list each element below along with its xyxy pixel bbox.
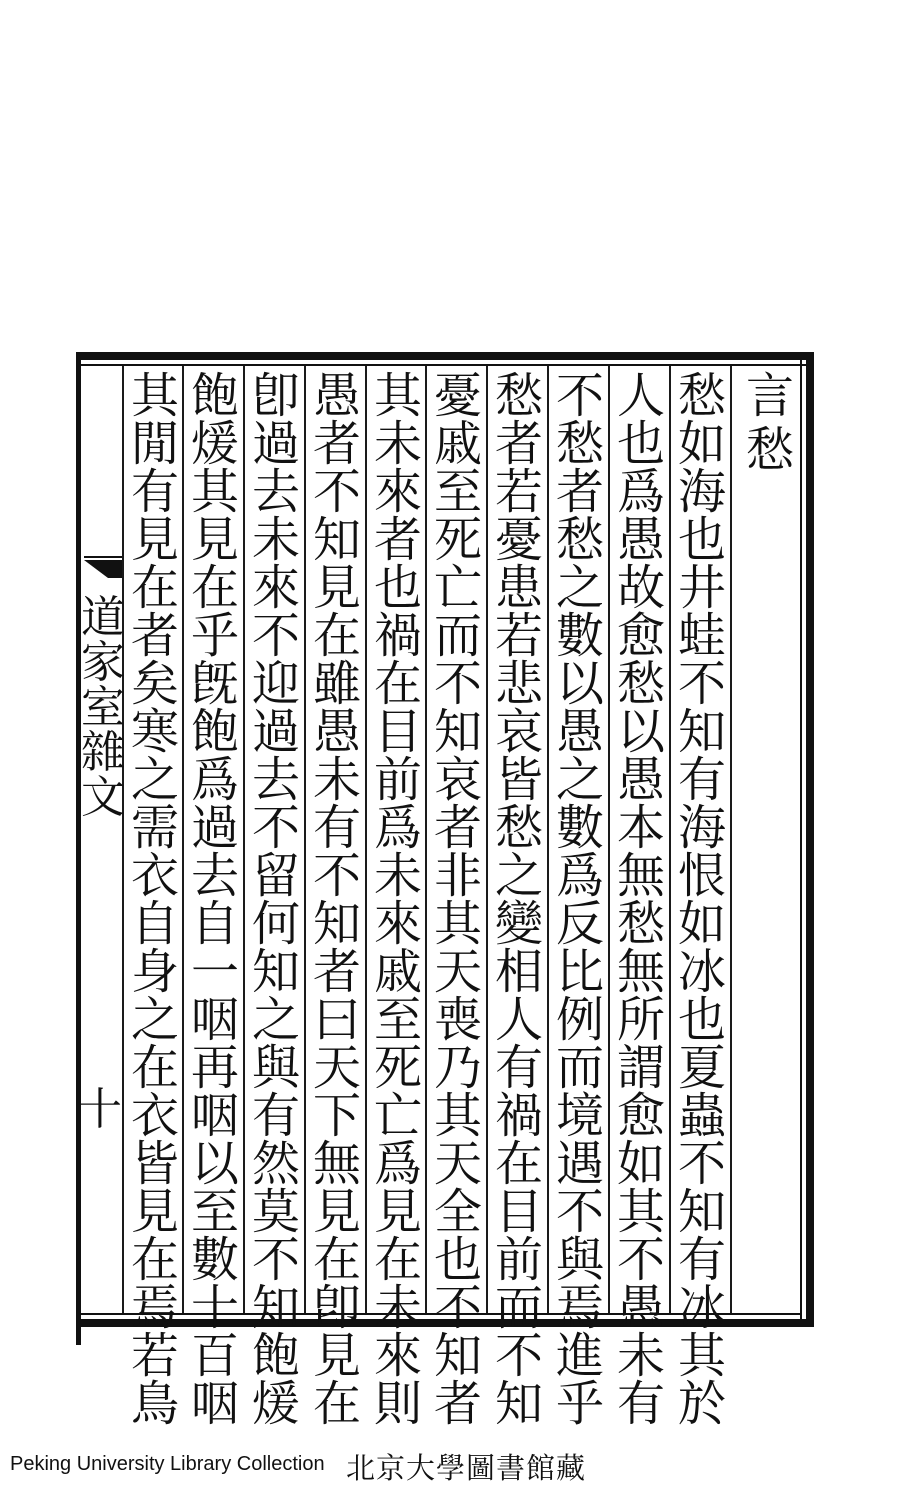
text-char: 者 <box>312 944 361 1000</box>
text-char: 焉 <box>130 1280 179 1336</box>
text-char: 乎 <box>555 1376 604 1432</box>
text-char: 莫 <box>251 1184 300 1240</box>
text-char: 在 <box>373 656 422 712</box>
text-column-title <box>740 368 800 1312</box>
text-char: 蛙 <box>677 608 726 664</box>
text-char: 目 <box>494 1184 543 1240</box>
text-char: 未 <box>373 848 422 904</box>
text-char: 而 <box>433 608 482 664</box>
text-char: 戚 <box>433 416 482 472</box>
text-char: 以 <box>616 704 665 760</box>
text-char: 在 <box>130 1040 179 1096</box>
text-char: 死 <box>373 1040 422 1096</box>
text-char: 無 <box>312 1136 361 1192</box>
text-char: 不 <box>312 848 361 904</box>
text-char: 愈 <box>616 608 665 664</box>
text-char: 數 <box>555 608 604 664</box>
text-char: 來 <box>373 896 422 952</box>
text-char: 爲 <box>555 848 604 904</box>
text-char: 知 <box>494 1376 543 1432</box>
text-char: 過 <box>251 416 300 472</box>
text-char: 知 <box>312 896 361 952</box>
text-char: 在 <box>312 608 361 664</box>
text-char: 天 <box>433 944 482 1000</box>
text-char: 煖 <box>251 1376 300 1432</box>
text-char: 飽 <box>190 704 239 760</box>
frame-top-inner-line <box>81 364 814 366</box>
frame-left-border <box>76 352 81 1345</box>
text-char: 者 <box>433 1376 482 1432</box>
text-char: 在 <box>312 1376 361 1432</box>
text-char: 去 <box>251 752 300 808</box>
text-char: 所 <box>616 992 665 1048</box>
text-char: 患 <box>494 560 543 616</box>
text-char: 其 <box>190 464 239 520</box>
text-char: 不 <box>433 656 482 712</box>
text-char: 夏 <box>677 1040 726 1096</box>
text-char: 見 <box>130 512 179 568</box>
text-char: 至 <box>433 464 482 520</box>
text-char: 在 <box>130 560 179 616</box>
text-char: 知 <box>677 704 726 760</box>
text-char: 天 <box>312 1040 361 1096</box>
text-char: 數 <box>190 1232 239 1288</box>
text-char: 未 <box>373 416 422 472</box>
text-char: 也 <box>433 1232 482 1288</box>
text-char: 至 <box>373 992 422 1048</box>
text-char: 旣 <box>190 656 239 712</box>
text-char: 有 <box>616 1376 665 1432</box>
text-column <box>550 368 610 1432</box>
text-char: 其 <box>433 896 482 952</box>
text-char: 人 <box>494 992 543 1048</box>
text-char: 迎 <box>251 656 300 712</box>
text-char: 數 <box>555 800 604 856</box>
text-char: 而 <box>555 1040 604 1096</box>
margin-book-title <box>80 592 126 823</box>
text-char: 喪 <box>433 992 482 1048</box>
text-char: 哀 <box>494 704 543 760</box>
margin-title-char: 文 <box>81 771 125 823</box>
text-char: 目 <box>373 704 422 760</box>
text-char: 閒 <box>130 416 179 472</box>
text-char: 曰 <box>312 992 361 1048</box>
text-char: 一 <box>190 944 239 1000</box>
text-char: 愁 <box>745 422 794 478</box>
text-char: 以 <box>190 1136 239 1192</box>
text-char: 見 <box>312 1328 361 1384</box>
text-char: 其 <box>433 1088 482 1144</box>
text-char: 之 <box>555 752 604 808</box>
text-char: 需 <box>130 800 179 856</box>
text-char: 皆 <box>494 752 543 808</box>
text-char: 見 <box>373 1184 422 1240</box>
text-char: 其 <box>616 1184 665 1240</box>
text-char: 愚 <box>312 368 361 424</box>
text-char: 也 <box>373 560 422 616</box>
text-char: 有 <box>494 1040 543 1096</box>
text-char: 知 <box>433 1328 482 1384</box>
text-char: 戚 <box>373 944 422 1000</box>
text-char: 愁 <box>677 368 726 424</box>
margin-page-number: 十 <box>78 1084 122 1135</box>
text-char: 見 <box>312 1184 361 1240</box>
text-char: 乎 <box>190 608 239 664</box>
text-char: 雖 <box>312 656 361 712</box>
text-char: 若 <box>130 1328 179 1384</box>
text-char: 禍 <box>373 608 422 664</box>
text-char: 知 <box>251 944 300 1000</box>
text-char: 言 <box>745 368 794 424</box>
text-char: 鳥 <box>130 1376 179 1432</box>
text-char: 冰 <box>677 944 726 1000</box>
text-char: 未 <box>251 512 300 568</box>
text-char: 如 <box>677 416 726 472</box>
text-char: 井 <box>677 560 726 616</box>
text-char: 前 <box>373 752 422 808</box>
text-char: 知 <box>433 704 482 760</box>
text-char: 禍 <box>494 1088 543 1144</box>
text-char: 愁 <box>616 656 665 712</box>
text-char: 冰 <box>677 1280 726 1336</box>
text-char: 愁 <box>494 800 543 856</box>
text-char: 以 <box>555 656 604 712</box>
text-char: 留 <box>251 848 300 904</box>
text-column <box>125 368 185 1432</box>
fish-tail-mark-icon <box>84 556 122 580</box>
text-char: 死 <box>433 512 482 568</box>
text-char: 來 <box>251 560 300 616</box>
text-char: 蟲 <box>677 1088 726 1144</box>
text-char: 來 <box>373 1328 422 1384</box>
text-char: 有 <box>130 464 179 520</box>
text-char: 與 <box>251 1040 300 1096</box>
text-char: 不 <box>555 1184 604 1240</box>
text-char: 然 <box>251 1136 300 1192</box>
frame-right-border <box>806 352 814 1327</box>
text-char: 在 <box>373 1232 422 1288</box>
text-char: 衣 <box>130 848 179 904</box>
text-char: 寒 <box>130 704 179 760</box>
text-char: 海 <box>677 464 726 520</box>
text-char: 愁 <box>555 416 604 472</box>
text-char: 未 <box>373 1280 422 1336</box>
text-char: 未 <box>616 1328 665 1384</box>
text-char: 哀 <box>433 752 482 808</box>
text-char: 之 <box>130 992 179 1048</box>
text-char: 若 <box>494 464 543 520</box>
text-char: 乃 <box>433 1040 482 1096</box>
text-char: 焉 <box>555 1280 604 1336</box>
text-char: 知 <box>677 1184 726 1240</box>
text-char: 反 <box>555 896 604 952</box>
text-char: 本 <box>616 800 665 856</box>
text-column <box>611 368 671 1432</box>
text-char: 未 <box>312 752 361 808</box>
text-char: 亡 <box>373 1088 422 1144</box>
text-char: 卽 <box>312 1280 361 1336</box>
text-char: 愚 <box>616 752 665 808</box>
text-char: 不 <box>677 1136 726 1192</box>
text-char: 其 <box>130 368 179 424</box>
text-char: 者 <box>130 608 179 664</box>
text-char: 咽 <box>190 1376 239 1432</box>
text-char: 愚 <box>616 1280 665 1336</box>
text-char: 爲 <box>616 464 665 520</box>
text-char: 愁 <box>616 896 665 952</box>
text-char: 憂 <box>433 368 482 424</box>
text-char: 謂 <box>616 1040 665 1096</box>
text-char: 海 <box>677 800 726 856</box>
column-rule <box>122 366 124 1313</box>
text-char: 飽 <box>190 368 239 424</box>
text-char: 恨 <box>677 848 726 904</box>
collection-credit-english: Peking University Library Collection <box>10 1453 325 1475</box>
text-char: 之 <box>494 848 543 904</box>
text-char: 在 <box>312 1232 361 1288</box>
text-char: 來 <box>373 464 422 520</box>
text-char: 之 <box>555 560 604 616</box>
text-char: 全 <box>433 1184 482 1240</box>
text-char: 有 <box>312 800 361 856</box>
text-char: 者 <box>373 512 422 568</box>
text-column <box>672 368 732 1432</box>
frame-top-border <box>76 352 814 360</box>
text-char: 無 <box>616 944 665 1000</box>
text-char: 過 <box>251 704 300 760</box>
text-char: 去 <box>251 464 300 520</box>
text-char: 非 <box>433 848 482 904</box>
text-char: 愚 <box>616 512 665 568</box>
text-char: 有 <box>677 752 726 808</box>
text-char: 不 <box>555 368 604 424</box>
text-char: 在 <box>494 1136 543 1192</box>
text-column <box>428 368 488 1432</box>
text-char: 下 <box>312 1088 361 1144</box>
text-char: 愈 <box>616 1088 665 1144</box>
text-char: 愚 <box>555 704 604 760</box>
text-char: 飽 <box>251 1328 300 1384</box>
text-char: 爲 <box>373 1136 422 1192</box>
text-char: 爲 <box>373 800 422 856</box>
text-char: 皆 <box>130 1136 179 1192</box>
text-char: 不 <box>312 464 361 520</box>
text-char: 也 <box>677 512 726 568</box>
text-char: 進 <box>555 1328 604 1384</box>
text-char: 不 <box>677 656 726 712</box>
text-char: 不 <box>433 1280 482 1336</box>
text-char: 如 <box>616 1136 665 1192</box>
text-char: 在 <box>130 1232 179 1288</box>
text-char: 不 <box>251 1232 300 1288</box>
text-char: 不 <box>494 1328 543 1384</box>
text-char: 故 <box>616 560 665 616</box>
text-char: 百 <box>190 1328 239 1384</box>
text-char: 過 <box>190 800 239 856</box>
text-char: 則 <box>373 1376 422 1432</box>
text-char: 衣 <box>130 1088 179 1144</box>
margin-title-char: 雜 <box>81 726 125 778</box>
text-char: 知 <box>312 512 361 568</box>
text-char: 而 <box>494 1280 543 1336</box>
text-char: 憂 <box>494 512 543 568</box>
text-char: 至 <box>190 1184 239 1240</box>
text-char: 不 <box>616 1232 665 1288</box>
text-char: 與 <box>555 1232 604 1288</box>
text-char: 之 <box>130 752 179 808</box>
text-char: 者 <box>312 416 361 472</box>
text-char: 不 <box>251 608 300 664</box>
margin-title-char: 室 <box>81 681 125 733</box>
text-char: 十 <box>190 1280 239 1336</box>
text-char: 再 <box>190 1040 239 1096</box>
text-char: 去 <box>190 848 239 904</box>
text-char: 知 <box>251 1280 300 1336</box>
text-char: 亡 <box>433 560 482 616</box>
text-char: 之 <box>251 992 300 1048</box>
text-char: 不 <box>251 800 300 856</box>
collection-credit-chinese: 北京大學圖書館藏 <box>346 1451 587 1485</box>
text-char: 愁 <box>555 512 604 568</box>
margin-title-char: 道 <box>81 592 125 643</box>
text-char: 者 <box>494 416 543 472</box>
text-char: 例 <box>555 992 604 1048</box>
text-char: 者 <box>555 464 604 520</box>
text-char: 也 <box>677 992 726 1048</box>
text-char: 無 <box>616 848 665 904</box>
text-char: 咽 <box>190 1088 239 1144</box>
text-char: 矣 <box>130 656 179 712</box>
text-char: 愚 <box>312 704 361 760</box>
text-column <box>489 368 549 1432</box>
text-char: 相 <box>494 944 543 1000</box>
text-char: 有 <box>251 1088 300 1144</box>
text-char: 卽 <box>251 368 300 424</box>
text-char: 悲 <box>494 656 543 712</box>
text-char: 人 <box>616 368 665 424</box>
text-char: 變 <box>494 896 543 952</box>
text-column <box>246 368 306 1432</box>
text-char: 見 <box>312 560 361 616</box>
margin-title-char: 家 <box>81 636 125 688</box>
text-char: 若 <box>494 608 543 664</box>
text-char: 者 <box>433 800 482 856</box>
text-char: 其 <box>373 368 422 424</box>
text-char: 如 <box>677 896 726 952</box>
text-char: 見 <box>130 1184 179 1240</box>
text-char: 也 <box>616 416 665 472</box>
text-char: 境 <box>555 1088 604 1144</box>
text-char: 天 <box>433 1136 482 1192</box>
text-char: 於 <box>677 1376 726 1432</box>
text-column <box>185 368 245 1432</box>
text-column <box>307 368 367 1432</box>
text-char: 其 <box>677 1328 726 1384</box>
text-char: 煖 <box>190 416 239 472</box>
text-char: 遇 <box>555 1136 604 1192</box>
text-char: 爲 <box>190 752 239 808</box>
text-char: 前 <box>494 1232 543 1288</box>
text-char: 見 <box>190 512 239 568</box>
text-char: 自 <box>190 896 239 952</box>
text-char: 有 <box>677 1232 726 1288</box>
text-char: 愁 <box>494 368 543 424</box>
text-char: 比 <box>555 944 604 1000</box>
text-column <box>368 368 428 1432</box>
frame-right-inner-line <box>800 360 802 1327</box>
text-char: 咽 <box>190 992 239 1048</box>
text-char: 自 <box>130 896 179 952</box>
text-char: 何 <box>251 896 300 952</box>
text-char: 在 <box>190 560 239 616</box>
text-char: 身 <box>130 944 179 1000</box>
